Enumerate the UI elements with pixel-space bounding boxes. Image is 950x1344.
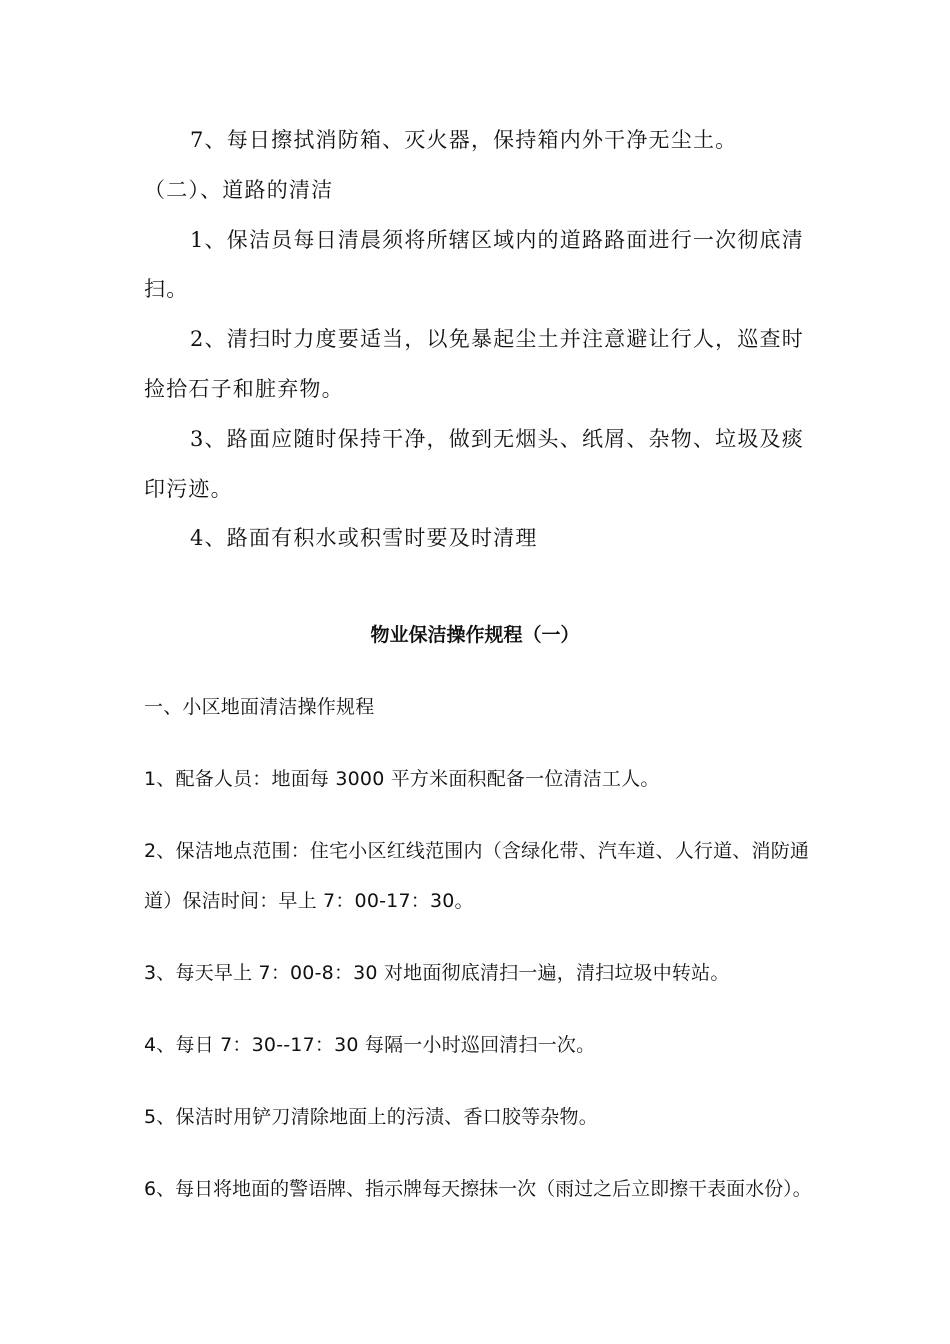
paragraph-item-3-line-2: 印污迹。 <box>144 477 233 501</box>
procedure-item-1: 1、配备人员：地面每 3000 平方米面积配备一位清洁工人。 <box>144 768 660 790</box>
procedure-item-6: 6、每日将地面的警语牌、指示牌每天擦抹一次（雨过之后立即擦干表面水份）。 <box>144 1178 812 1200</box>
section-heading-roads: （二）、道路的清洁 <box>144 178 334 202</box>
procedure-item-2-line-2: 道）保洁时间：早上 7：00-17：30。 <box>144 890 474 912</box>
procedure-item-3: 3、每天早上 7：00-8：30 对地面彻底清扫一遍，清扫垃圾中转站。 <box>144 962 730 984</box>
procedure-item-4: 4、每日 7：30--17：30 每隔一小时巡回清扫一次。 <box>144 1034 596 1056</box>
paragraph-item-3-line-1: 3、路面应随时保持干净，做到无烟头、纸屑、杂物、垃圾及痰 <box>190 427 804 451</box>
paragraph-item-2-line-2: 捡拾石子和脏弃物。 <box>144 377 344 401</box>
paragraph-item-1-line-1: 1、保洁员每日清晨须将所辖区域内的道路路面进行一次彻底清 <box>190 228 804 252</box>
procedure-item-2-line-1: 2、保洁地点范围：住宅小区红线范围内（含绿化带、汽车道、人行道、消防通 <box>144 840 810 862</box>
document-title: 物业保洁操作规程（一） <box>370 624 580 646</box>
section-heading-ground-cleaning: 一、小区地面清洁操作规程 <box>144 696 375 718</box>
paragraph-item-2-line-1: 2、清扫时力度要适当，以免暴起尘土并注意避让行人，巡查时 <box>190 327 804 351</box>
paragraph-item-7: 7、每日擦拭消防箱、灭火器，保持箱内外干净无尘土。 <box>190 128 738 152</box>
procedure-item-5: 5、保洁时用铲刀清除地面上的污渍、香口胶等杂物。 <box>144 1106 598 1128</box>
paragraph-item-4: 4、路面有积水或积雪时要及时清理 <box>190 526 538 550</box>
paragraph-item-1-line-2: 扫。 <box>144 277 189 301</box>
